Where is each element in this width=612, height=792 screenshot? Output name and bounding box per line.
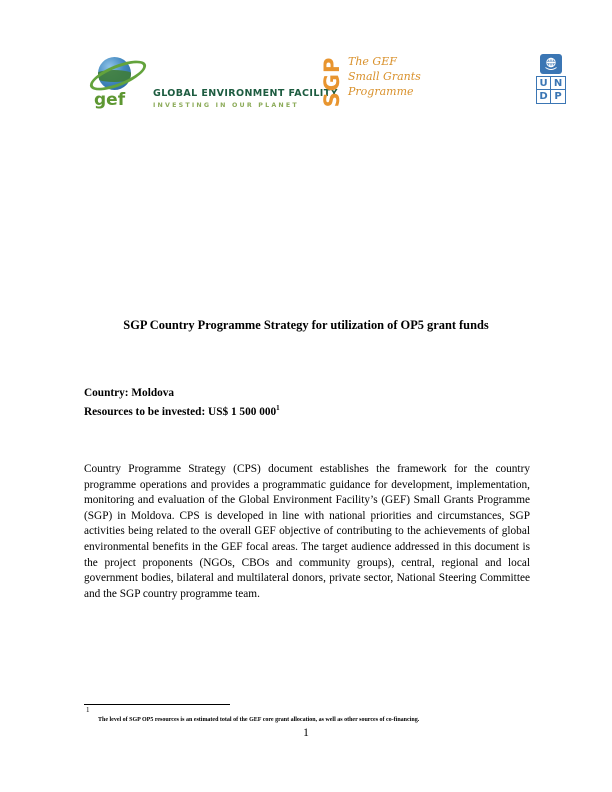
gef-tagline: INVESTING IN OUR PLANET bbox=[153, 102, 299, 109]
footnote-marker: 1 bbox=[86, 706, 90, 714]
sgp-caption bbox=[348, 53, 421, 111]
gef-title: GLOBAL ENVIRONMENT FACILITY bbox=[153, 88, 338, 99]
undp-letter-u: U bbox=[536, 76, 551, 90]
un-emblem-icon bbox=[540, 54, 562, 74]
sgp-wordmark-wrap bbox=[320, 53, 344, 111]
sgp-caption-line-2: Small Grants bbox=[348, 70, 421, 83]
footnote-text: The level of SGP OP5 resources is an estimated total of the GEF core grant allocation, as well as other sources of co-financing. bbox=[98, 717, 420, 723]
footnote-separator bbox=[84, 704, 230, 705]
body-paragraph: Country Programme Strategy (CPS) document establishes the framework for the country programme operations and provides a programmatic guidance for development, implementation, monitoring and evaluation of the Global Environment Facility’s (GEF) Small Grants Programme (SGP) in Moldova. CPS is developed in line with national priorities and circumstances, SGP activities being related to the overall GEF objective of contributing to the achievements of global environmental benefits in the GEF focal areas. The target audience addressed in this document is the project proponents (NGOs, CBOs and community groups), central, regional and local government bodies, bilateral and multilateral donors, private sector, National Steering Committee and the SGP country programme team. bbox=[84, 463, 530, 600]
sgp-caption-line-3: Programme bbox=[348, 85, 414, 98]
country-line: Country: Moldova bbox=[84, 387, 175, 399]
footnote bbox=[86, 707, 526, 724]
page-number: 1 bbox=[303, 727, 309, 739]
gef-wordmark: gef bbox=[94, 90, 126, 110]
document-title: SGP Country Programme Strategy for utilization of OP5 grant funds bbox=[123, 318, 489, 332]
sgp-logo bbox=[320, 53, 421, 111]
undp-letter-n: N bbox=[551, 76, 566, 90]
undp-letter-d: D bbox=[536, 90, 551, 104]
sgp-caption-line-1: The GEF bbox=[348, 55, 397, 68]
sgp-wordmark: SGP bbox=[320, 56, 344, 108]
resources-text: Resources to be invested: US$ 1 500 000 bbox=[84, 405, 277, 418]
undp-letter-grid bbox=[536, 76, 566, 104]
country-block bbox=[84, 386, 280, 420]
gef-globe-icon bbox=[84, 56, 144, 110]
undp-logo bbox=[536, 54, 566, 104]
gef-logo bbox=[84, 54, 338, 110]
undp-letter-p: P bbox=[551, 90, 566, 104]
footnote-reference: 1 bbox=[276, 404, 280, 412]
resources-line bbox=[84, 401, 280, 420]
gef-caption bbox=[153, 88, 338, 110]
